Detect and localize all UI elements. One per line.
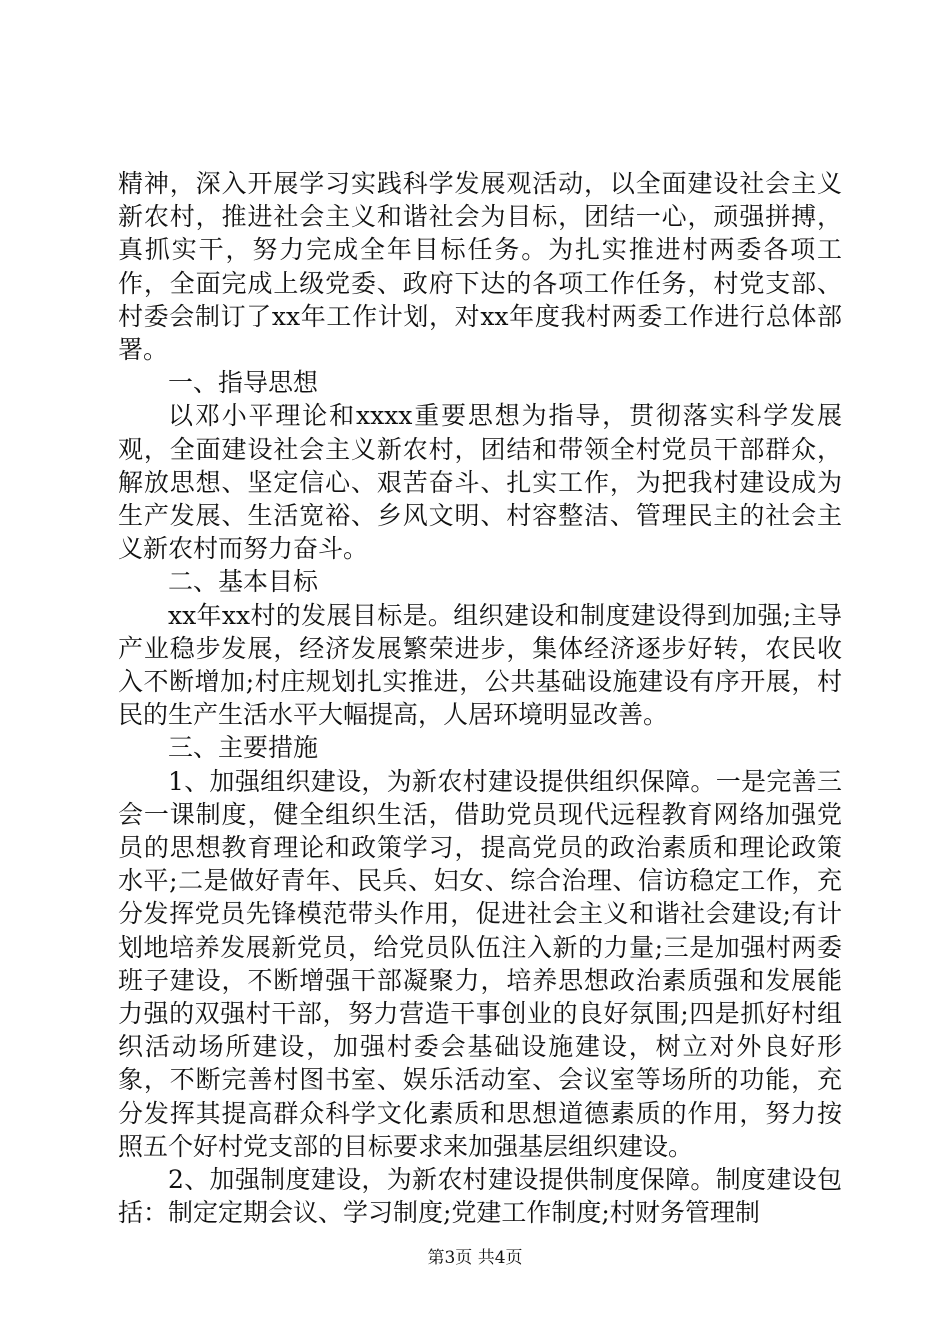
paragraph-intro-continued: 精神，深入开展学习实践科学发展观活动，以全面建设社会主义新农村，推进社会主义和谐社会为目标，团结一心，顽强拼搏，真抓实干，努力完成全年目标任务。为扎实推进村两委各项工作，全面完成上级党委、政府下达的各项工作任务，村党支部、村委会制订了xx年工作计划，对xx年度我村两委工作进行总体部署。: [118, 169, 842, 365]
section-heading-basic-goals: 二、基本目标: [168, 567, 319, 597]
section-heading-main-measures: 三、主要措施: [168, 733, 319, 763]
paragraph-basic-goals: xx年xx村的发展目标是。组织建设和制度建设得到加强;主导产业稳步发展，经济发展繁荣进步，集体经济逐步好转，农民收入不断增加;村庄规划扎实推进，公共基础设施建设有序开展，村民的生产生活水平大幅提高，人居环境明显改善。: [118, 600, 842, 730]
section-heading-guiding-thought: 一、指导思想: [168, 368, 319, 398]
paragraph-measure-2: 2、加强制度建设，为新农村建设提供制度保障。制度建设包括：制定定期会议、学习制度;党建工作制度;村财务管理制: [118, 1165, 842, 1228]
paragraph-measure-1: 1、加强组织建设，为新农村建设提供组织保障。一是完善三会一课制度，健全组织生活，借助党员现代远程教育网络加强党员的思想教育理论和政策学习，提高党员的政治素质和理论政策水平;二是做好青年、民兵、妇女、综合治理、信访稳定工作，充分发挥党员先锋模范带头作用，促进社会主义和谐社会建设;有计划地培养发展新党员，给党员队伍注入新的力量;三是加强村两委班子建设，不断增强干部凝聚力，培养思想政治素质强和发展能力强的双强村干部，努力营造干事创业的良好氛围;四是抓好村组织活动场所建设，加强村委会基础设施建设，树立对外良好形象，不断完善村图书室、娱乐活动室、会议室等场所的功能，充分发挥其提高群众科学文化素质和思想道德素质的作用，努力按照五个好村党支部的目标要求来加强基层组织建设。: [118, 766, 842, 1161]
document-body: [118, 167, 842, 1230]
paragraph-guiding-thought: 以邓小平理论和xxxx重要思想为指导，贯彻落实科学发展观，全面建设社会主义新农村，团结和带领全村党员干部群众，解放思想、坚定信心、艰苦奋斗、扎实工作，为把我村建设成为生产发展、生活宽裕、乡风文明、村容整洁、管理民主的社会主义新农村而努力奋斗。: [118, 401, 842, 564]
page-number-footer: 第3页 共4页: [427, 1248, 523, 1268]
